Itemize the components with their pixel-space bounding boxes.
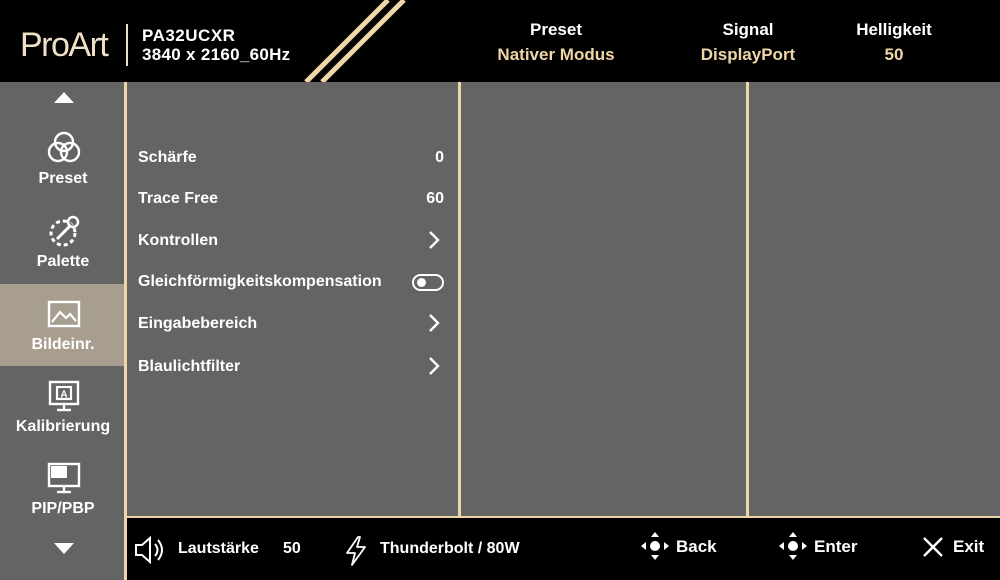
exit-label: Exit <box>953 537 985 556</box>
model-name: PA32UCXR <box>142 26 236 45</box>
menu-item-gleichfoermigkeitskompensation[interactable] <box>138 268 444 296</box>
enter-button[interactable] <box>777 518 877 580</box>
sidebar-item-kalibrierung[interactable] <box>0 366 126 448</box>
brightness-status <box>844 20 944 65</box>
close-icon <box>921 535 945 559</box>
back-label: Back <box>676 537 717 556</box>
menu-item-kontrollen[interactable] <box>138 227 444 255</box>
chevron-right-icon <box>428 356 440 376</box>
enter-label: Enter <box>814 537 858 556</box>
menu-item-blaulichtfilter[interactable] <box>138 353 444 381</box>
sidebar-item-preset[interactable] <box>0 118 126 200</box>
menu-item-schaerfe[interactable] <box>138 144 444 172</box>
header <box>0 0 1000 82</box>
sidebar-item-label: Kalibrierung <box>15 418 111 435</box>
brightness-status-value: 50 <box>884 45 904 64</box>
menu-item-value: 60 <box>426 190 444 207</box>
brightness-status-label: Helligkeit <box>856 20 932 39</box>
logo-divider <box>126 24 128 66</box>
sidebar-item-label: Palette <box>36 253 90 270</box>
footer <box>127 518 1000 580</box>
palette-dropper-icon <box>46 213 82 249</box>
menu-panel-level2 <box>461 82 746 516</box>
volume-value: 50 <box>283 540 301 557</box>
sidebar-item-label: PIP/PBP <box>31 500 95 517</box>
menu-item-label: Trace Free <box>138 190 219 207</box>
signal-status <box>688 20 808 65</box>
toggle-knob <box>417 278 426 287</box>
signal-status-value: DisplayPort <box>700 45 796 64</box>
volume-indicator[interactable] <box>133 518 323 580</box>
joystick-back-icon <box>639 530 671 562</box>
menu-item-label: Blaulichtfilter <box>138 358 241 375</box>
signal-status-label: Signal <box>722 20 774 39</box>
sidebar-item-palette[interactable] <box>0 201 126 283</box>
back-button[interactable] <box>639 518 739 580</box>
chevron-right-icon <box>428 313 440 333</box>
menu-item-label: Schärfe <box>138 149 197 166</box>
menu-item-value: 0 <box>435 149 444 166</box>
image-icon <box>46 296 82 332</box>
menu-item-trace-free[interactable] <box>138 185 444 213</box>
chevron-right-icon <box>428 230 440 250</box>
scroll-down-arrow-icon[interactable] <box>54 543 74 554</box>
color-circles-icon <box>46 130 82 166</box>
preset-status-value: Nativer Modus <box>497 45 615 64</box>
menu-item-label: Eingabebereich <box>138 315 258 332</box>
sidebar-item-pip-pbp[interactable] <box>0 448 126 530</box>
svg-text:A: A <box>60 389 68 401</box>
menu-panel-level3 <box>749 82 1000 516</box>
calibration-icon <box>46 378 82 414</box>
exit-button[interactable] <box>921 518 996 580</box>
menu-item-label: Kontrollen <box>138 232 218 249</box>
sidebar-item-label: Bildeinr. <box>31 336 95 353</box>
resolution-text: 3840 x 2160_60Hz <box>142 45 291 64</box>
lightning-bolt-icon <box>343 535 369 567</box>
toggle-switch[interactable] <box>412 274 444 291</box>
sidebar-item-bildeinr[interactable] <box>0 284 126 366</box>
sidebar-item-label: Preset <box>38 170 88 187</box>
scroll-up-arrow-icon[interactable] <box>54 92 74 103</box>
power-indicator <box>343 518 543 580</box>
pip-icon <box>46 460 82 496</box>
volume-label: Lautstärke <box>178 540 259 557</box>
brand-logo: ProArt <box>20 26 108 64</box>
speaker-icon <box>133 535 167 565</box>
power-label: Thunderbolt / 80W <box>380 540 520 557</box>
menu-item-label: Gleichförmigkeitskompensation <box>138 273 382 290</box>
preset-status <box>486 20 626 65</box>
menu-item-eingabebereich[interactable] <box>138 310 444 338</box>
preset-status-label: Preset <box>530 20 582 39</box>
joystick-enter-icon <box>777 530 809 562</box>
decorative-stripes <box>300 0 420 82</box>
